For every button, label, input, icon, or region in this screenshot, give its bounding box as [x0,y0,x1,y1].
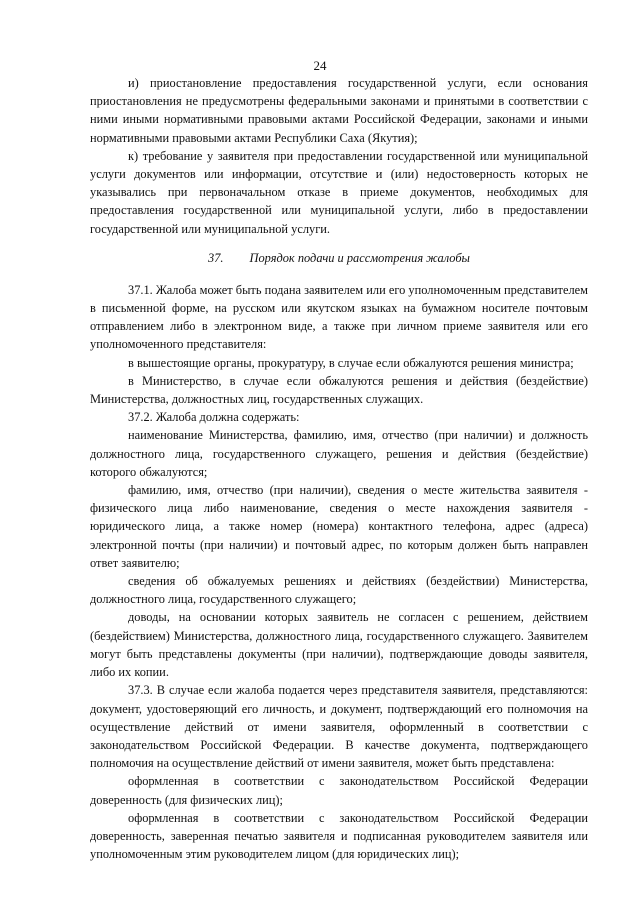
document-body [90,74,588,863]
page-number: 24 [313,58,327,73]
paragraph-legal-entities: оформленная в соответствии с законодательством Российской Федерации доверенность, заверенная печатью заявителя и подписанная руководителем заявителя или уполномоченным этим руководителем лицом (для юридических лиц); [90,810,588,862]
paragraph-37-3: 37.3. В случае если жалоба подается через представителя заявителя, представляются: документ, удостоверяющий его личность, и документ, подтверждающий его полномочия на осуществление действий от имени заявителя, оформленный в соответствии с законодательством Российской Федерации. В качестве документа, подтверждающего полномочия на осуществление действий от имени заявителя, может быть представлена: [90,683,588,771]
paragraph-ministry: в Министерство, в случае если обжалуются решения и действия (бездействие) Министерства, должностных лиц, государственных служащих. [90,373,588,407]
paragraph-higher-bodies: в вышестоящие органы, прокуратуру, в случае если обжалуются решения министра; [128,355,574,370]
paragraph-37-2: 37.2. Жалоба должна содержать: [128,410,300,425]
paragraph-ministry-name: наименование Министерства, фамилию, имя, отчество (при наличии) и должность должностного лица, государственного служащего, решения и действия (бездействие) которого обжалуются; [90,428,588,479]
paragraph-arguments: доводы, на основании которых заявитель не согласен с решением, действием (бездействием) Министерства, должностного лица, государственного служащего. Заявителем могут быть представлены документы (при наличии), подтверждающие доводы заявителя, либо их копии. [90,610,588,680]
paragraph-37-1: 37.1. Жалоба может быть подана заявителем или его уполномоченным представителем в письменной форме, на русском или якутском языках на бумажном носителе почтовым отправлением либо в электронном виде, а также при личном приеме заявителя или его уполномоченного представителя: [90,282,588,352]
paragraph-individuals: оформленная в соответствии с законодательством Российской Федерации доверенность (для физических лиц); [90,774,588,807]
paragraph-item-i: и) приостановление предоставления государственной услуги, если основания приостановления не предусмотрены федеральными законами и принятыми в соответствии с ними иными нормативными правовыми актами Российской Федерации, законами и иными нормативными правовыми актами Республики Саха (Якутия); [90,76,588,145]
section-heading [90,249,588,267]
section-title: Порядок подачи и рассмотрения жалобы [249,250,470,265]
paragraph-appealed-decisions: сведения об обжалуемых решениях и действиях (бездействии) Министерства, должностного лица, государственного служащего; [90,574,588,607]
paragraph-applicant-info: фамилию, имя, отчество (при наличии), сведения о месте жительства заявителя - физического лица либо наименование, сведения о месте нахождения заявителя - юридического лица, а также номер (номера) контактного телефона, адрес (адреса) электронной почты (при наличии) и почтовый адрес, по которым должен быть направлен ответ заявителю; [90,483,588,570]
paragraph-item-k: к) требование у заявителя при предоставлении государственной или муниципальной услуги документов или информации, отсутствие и (или) недостоверность которых не указывались при первоначальном отказе в приеме документов, необходимых для предоставления государственной или муниципальной услуги, либо в предоставлении государственной или муниципальной услуги. [90,148,588,236]
section-number: 37. [208,250,224,265]
